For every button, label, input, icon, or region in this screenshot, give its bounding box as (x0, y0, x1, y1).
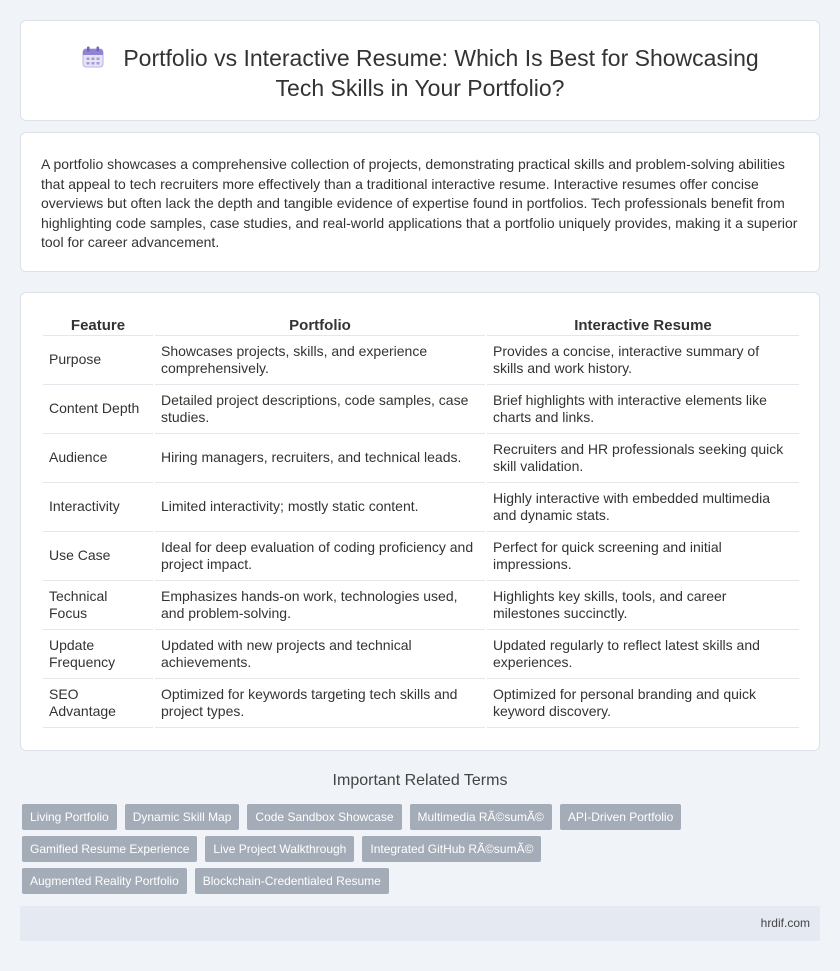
header-interactive-resume: Interactive Resume (487, 316, 799, 336)
page-title (21, 43, 819, 103)
feature-cell: Interactivity (43, 483, 153, 532)
related-term-tag[interactable]: Integrated GitHub RÃ©sumÃ© (362, 836, 541, 862)
intro-card (20, 132, 820, 272)
title-line-2: Tech Skills in Your Portfolio? (275, 75, 565, 101)
table-row (43, 336, 799, 385)
interactive-resume-cell: Brief highlights with interactive elements like charts and links. (487, 385, 799, 434)
related-terms-list (22, 804, 712, 894)
table-header-row (43, 316, 799, 336)
intro-paragraph: A portfolio showcases a comprehensive collection of projects, demonstrating practical skills and problem-solving abilities that appeal to tech recruiters more effectively than a traditional interactive resume. Interactive resumes offer concise overviews but often lack the depth and tangible evidence of expertise found in portfolios. Tech professionals benefit from highlighting code samples, case studies, and real-world applications that a portfolio uniquely provides, making it a superior tool for career advancement. (41, 156, 798, 250)
related-term-tag[interactable]: Living Portfolio (22, 804, 117, 830)
related-term-tag[interactable]: Live Project Walkthrough (205, 836, 354, 862)
title-line-1: Portfolio vs Interactive Resume: Which Is Best for Showcasing (123, 45, 759, 71)
portfolio-cell: Optimized for keywords targeting tech skills and project types. (155, 679, 485, 728)
interactive-resume-cell: Highly interactive with embedded multimedia and dynamic stats. (487, 483, 799, 532)
portfolio-cell: Emphasizes hands-on work, technologies used, and problem-solving. (155, 581, 485, 630)
interactive-resume-cell: Recruiters and HR professionals seeking quick skill validation. (487, 434, 799, 483)
portfolio-cell: Limited interactivity; mostly static content. (155, 483, 485, 532)
feature-cell: Content Depth (43, 385, 153, 434)
related-term-tag[interactable]: Multimedia RÃ©sumÃ© (410, 804, 552, 830)
feature-cell: Use Case (43, 532, 153, 581)
feature-cell: SEO Advantage (43, 679, 153, 728)
portfolio-cell: Showcases projects, skills, and experience comprehensively. (155, 336, 485, 385)
related-term-tag[interactable]: Dynamic Skill Map (125, 804, 240, 830)
interactive-resume-cell: Perfect for quick screening and initial impressions. (487, 532, 799, 581)
interactive-resume-cell: Updated regularly to reflect latest skills and experiences. (487, 630, 799, 679)
portfolio-cell: Detailed project descriptions, code samples, case studies. (155, 385, 485, 434)
header-feature: Feature (43, 316, 153, 336)
comparison-card (20, 292, 820, 751)
footer (20, 906, 820, 941)
related-term-tag[interactable]: Gamified Resume Experience (22, 836, 197, 862)
interactive-resume-cell: Optimized for personal branding and quick keyword discovery. (487, 679, 799, 728)
feature-cell: Update Frequency (43, 630, 153, 679)
calendar-icon (81, 45, 105, 69)
interactive-resume-cell: Provides a concise, interactive summary of skills and work history. (487, 336, 799, 385)
feature-cell: Purpose (43, 336, 153, 385)
table-row (43, 434, 799, 483)
footer-site-link[interactable]: hrdif.com (760, 916, 810, 930)
related-term-tag[interactable]: Code Sandbox Showcase (247, 804, 401, 830)
feature-cell: Technical Focus (43, 581, 153, 630)
table-row (43, 581, 799, 630)
portfolio-cell: Ideal for deep evaluation of coding proficiency and project impact. (155, 532, 485, 581)
table-row (43, 679, 799, 728)
interactive-resume-cell: Highlights key skills, tools, and career milestones succinctly. (487, 581, 799, 630)
portfolio-cell: Hiring managers, recruiters, and technical leads. (155, 434, 485, 483)
comparison-table (41, 316, 801, 728)
table-row (43, 532, 799, 581)
feature-cell: Audience (43, 434, 153, 483)
table-row (43, 483, 799, 532)
title-card (20, 20, 820, 121)
header-portfolio: Portfolio (155, 316, 485, 336)
related-term-tag[interactable]: Blockchain-Credentialed Resume (195, 868, 389, 894)
related-term-tag[interactable]: API-Driven Portfolio (560, 804, 681, 830)
related-terms-heading: Important Related Terms (332, 772, 508, 789)
portfolio-cell: Updated with new projects and technical achievements. (155, 630, 485, 679)
table-row (43, 385, 799, 434)
table-row (43, 630, 799, 679)
related-term-tag[interactable]: Augmented Reality Portfolio (22, 868, 187, 894)
